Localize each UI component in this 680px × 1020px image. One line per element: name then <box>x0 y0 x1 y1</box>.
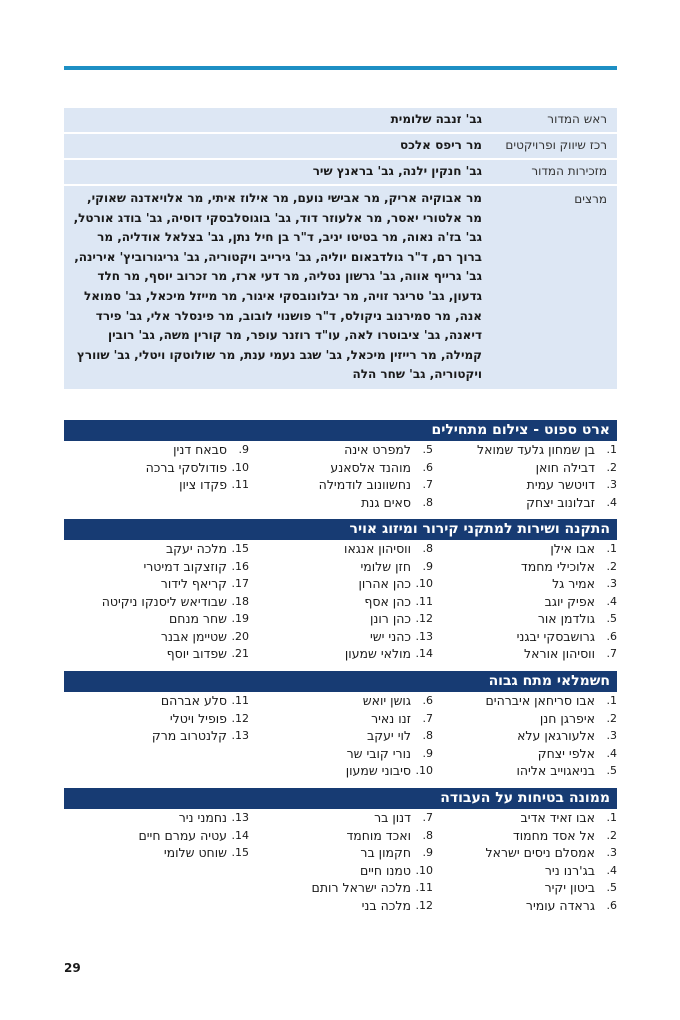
item-name: ווסיהון אנגאו <box>344 541 411 557</box>
staff-table <box>64 108 617 391</box>
list-item <box>65 459 249 477</box>
item-number: 9. <box>422 746 433 760</box>
item-name: מלכה יעקב <box>165 541 227 557</box>
item-name: גושן יואש <box>362 693 411 709</box>
name-column <box>249 809 433 914</box>
item-number: 5. <box>606 764 617 778</box>
item-number: 10. <box>415 764 433 778</box>
item-name: אבו סריחאן איברהים <box>485 693 595 709</box>
item-name: דבילה חואן <box>535 459 595 475</box>
item-number: 14. <box>231 828 249 842</box>
list-item <box>249 727 433 745</box>
item-number: 3. <box>606 577 617 591</box>
list-item <box>65 809 249 827</box>
list-item <box>433 610 617 628</box>
item-name: גולדמן אור <box>537 611 595 627</box>
section-title: ממונה בטיחות על העבודה <box>64 788 617 809</box>
list-item <box>249 827 433 845</box>
staff-row-marketing <box>64 134 617 160</box>
list-item <box>65 710 249 728</box>
item-name: נורי קובי שר <box>346 745 411 761</box>
name-column <box>433 540 617 663</box>
item-number: 5. <box>606 612 617 626</box>
list-item <box>249 879 433 897</box>
item-number: 1. <box>606 443 617 457</box>
item-name: שפדוב יוסף <box>166 646 227 662</box>
item-name: דויטשר עמית <box>526 477 595 493</box>
item-name: פודולסקי ברכה <box>145 459 227 475</box>
item-name: ווסיהון אוראל <box>524 646 595 662</box>
top-accent-rule <box>64 66 617 70</box>
name-column <box>249 692 433 780</box>
list-item <box>65 827 249 845</box>
item-name: אמיר גל <box>552 576 595 592</box>
item-name: אל אסד מחמוד <box>512 827 595 843</box>
item-number: 5. <box>606 881 617 895</box>
item-number: 3. <box>606 478 617 492</box>
name-columns <box>64 809 617 914</box>
item-name: פקדו ציון <box>179 477 227 493</box>
item-number: 21. <box>231 647 249 661</box>
list-item <box>65 844 249 862</box>
list-item <box>433 879 617 897</box>
list-item <box>433 628 617 646</box>
item-number: 11. <box>415 594 433 608</box>
item-name: מלכה בני <box>361 897 411 913</box>
item-name: בן שמחון גלעד שמואל <box>477 442 595 458</box>
list-item <box>433 745 617 763</box>
item-number: 4. <box>606 863 617 877</box>
section-title: ארט ספוט - צילום מתחילים <box>64 420 617 441</box>
list-item <box>249 441 433 459</box>
staff-role: רכז שיווק ופרויקטים <box>505 138 607 152</box>
item-name: כהני ישי <box>370 628 411 644</box>
item-number: 1. <box>606 811 617 825</box>
staff-row-head <box>64 108 617 134</box>
item-number: 8. <box>422 542 433 556</box>
item-number: 14. <box>415 647 433 661</box>
item-number: 9. <box>422 846 433 860</box>
item-name: גראדה עומיר <box>525 897 595 913</box>
list-item <box>433 645 617 663</box>
item-name: טמנו חיים <box>359 862 411 878</box>
name-column <box>65 809 249 914</box>
item-number: 6. <box>422 460 433 474</box>
list-item <box>433 459 617 477</box>
item-number: 11. <box>231 478 249 492</box>
item-number: 12. <box>415 612 433 626</box>
item-name: למפרט אינה <box>344 442 411 458</box>
list-item <box>249 844 433 862</box>
list-item <box>249 593 433 611</box>
item-name: כהן אהרון <box>358 576 411 592</box>
item-name: זנו נאיר <box>371 710 411 726</box>
section-title: חשמלאי מתח גבוה <box>64 671 617 692</box>
list-item <box>249 476 433 494</box>
item-number: 17. <box>231 577 249 591</box>
item-name: חזן שלומי <box>360 558 411 574</box>
item-name: שחר מנחם <box>168 611 227 627</box>
list-item <box>65 476 249 494</box>
list-item <box>249 610 433 628</box>
list-item <box>65 692 249 710</box>
item-number: 13. <box>415 629 433 643</box>
name-columns <box>64 441 617 511</box>
item-name: סלע אברהם <box>160 693 227 709</box>
staff-role: ראש המדור <box>547 112 607 126</box>
list-item <box>249 745 433 763</box>
list-item <box>433 593 617 611</box>
item-number: 4. <box>606 594 617 608</box>
item-number: 12. <box>231 711 249 725</box>
list-item <box>65 575 249 593</box>
staff-names: מר ריפס אלכס <box>399 138 482 152</box>
item-number: 11. <box>231 694 249 708</box>
staff-names: מר אבוקיה אריק, מר אבישי נועם, מר אילוז איתי, מר אלויאדנה שאוקי, מר אלטורי יאסר, מר אלעוזר דוד, גב' בוגוסלבסקי דוסיה, גב' בודג אורטל, גב' בז'ה נאוה, מר בטיטו יניב, ד"ר בן חיל נתן, גב' בצלאל אודליה, מר ברוך רם, ד"ר גולדבאום יוליה, גב' גירייב ויקטוריה, גב' גריגורוביץ' אירינה, גב' גרייף אווה, גב' גרשון נטליה, מר דעי ארז, מר זכרוב יוסף, מר חלד גדעון, גב' טריגר זויה, מר יבלונובסקי איגור, מר מייזל מיכאל, גב' סמואל אנה, מר סמירנוב ניקולס, ד"ר פושנוי לובוב, מר פינסלר אלי, גב' פירד דיאנה, גב' ציבוטרו לאה, עו"ד רוזנר עופר, מר קורין משה, גב' רובין קמילה, מר רייזין מיכאל, גב' שגב נעמי ענת, מר שולוטקו ויטלי, גב' שוורץ ויקטוריה, גב' שחר הלה <box>73 191 482 382</box>
item-number: 2. <box>606 460 617 474</box>
item-name: קוזצקוב דמיטרי <box>143 558 227 574</box>
name-columns <box>64 692 617 780</box>
list-item <box>65 628 249 646</box>
item-name: עטיה עמרם חיים <box>138 827 227 843</box>
list-item <box>249 459 433 477</box>
item-number: 7. <box>422 478 433 492</box>
list-item <box>249 710 433 728</box>
list-item <box>249 692 433 710</box>
item-number: 1. <box>606 694 617 708</box>
name-column <box>65 692 249 780</box>
list-item <box>249 762 433 780</box>
item-name: כהן רונן <box>369 611 411 627</box>
list-item <box>433 827 617 845</box>
list-item <box>65 540 249 558</box>
item-number: 6. <box>606 898 617 912</box>
item-number: 15. <box>231 542 249 556</box>
item-name: שוחט שלומי <box>163 845 227 861</box>
item-name: פופיל ויטלי <box>169 710 227 726</box>
name-column <box>433 809 617 914</box>
staff-names: גב' חנקין ילנה, גב' בראנץ שיר <box>312 164 482 178</box>
list-item <box>433 710 617 728</box>
item-name: ביטון יקיר <box>544 880 595 896</box>
list-item <box>433 897 617 915</box>
item-name: כהן אסף <box>364 593 411 609</box>
item-name: מולאי שמעון <box>344 646 411 662</box>
item-number: 13. <box>231 811 249 825</box>
item-name: אלפי יצחק <box>537 745 595 761</box>
section-safety-officer <box>64 788 617 914</box>
list-item <box>249 809 433 827</box>
item-name: אבו זאיד אדיב <box>520 810 595 826</box>
item-number: 11. <box>415 881 433 895</box>
item-name: זבלונוב יצחק <box>526 494 595 510</box>
item-name: נחשוונוב לודמילה <box>318 477 411 493</box>
item-number: 4. <box>606 495 617 509</box>
list-item <box>433 494 617 512</box>
list-item <box>65 645 249 663</box>
item-number: 8. <box>422 495 433 509</box>
item-number: 7. <box>422 711 433 725</box>
item-name: חקמון בר <box>360 845 411 861</box>
list-item <box>433 762 617 780</box>
page-number: 29 <box>64 961 81 975</box>
section-title: התקנה ושירות למתקני קירור ומיזוג אויר <box>64 519 617 540</box>
name-columns <box>64 540 617 663</box>
list-item <box>433 575 617 593</box>
item-name: סבאח דנין <box>173 442 227 458</box>
list-item <box>249 575 433 593</box>
item-number: 12. <box>415 898 433 912</box>
item-name: שטיימן אבנר <box>160 628 227 644</box>
item-number: 9. <box>422 559 433 573</box>
item-number: 7. <box>422 811 433 825</box>
item-number: 13. <box>231 729 249 743</box>
item-name: אבו אילן <box>550 541 595 557</box>
item-number: 4. <box>606 746 617 760</box>
list-item <box>65 610 249 628</box>
item-number: 20. <box>231 629 249 643</box>
item-number: 5. <box>422 443 433 457</box>
staff-names: גב' זנבה שלומית <box>390 112 482 126</box>
staff-role: מזכירות המדור <box>531 164 607 178</box>
list-item <box>65 558 249 576</box>
item-number: 19. <box>231 612 249 626</box>
item-number: 2. <box>606 559 617 573</box>
item-number: 2. <box>606 828 617 842</box>
item-name: אלוכילי מחמד <box>520 558 595 574</box>
section-high-voltage <box>64 671 617 780</box>
item-number: 8. <box>422 729 433 743</box>
item-number: 3. <box>606 729 617 743</box>
staff-row-secretaries <box>64 160 617 186</box>
item-name: אלעורגאן עלא <box>517 728 595 744</box>
item-name: מוהנד אלסאנע <box>330 459 411 475</box>
list-item <box>433 809 617 827</box>
item-number: 8. <box>422 828 433 842</box>
item-number: 16. <box>231 559 249 573</box>
list-item <box>433 692 617 710</box>
list-item <box>433 844 617 862</box>
name-column <box>433 692 617 780</box>
item-name: בג'רנו ניר <box>544 862 595 878</box>
list-item <box>249 540 433 558</box>
item-number: 9. <box>238 443 249 457</box>
item-name: אפיק יוגב <box>544 593 595 609</box>
list-item <box>433 540 617 558</box>
item-number: 7. <box>606 647 617 661</box>
name-column <box>249 441 433 511</box>
staff-role: מרצים <box>574 192 607 206</box>
item-name: סיבוני שמעון <box>345 763 411 779</box>
name-column <box>65 540 249 663</box>
staff-row-lecturers <box>64 186 617 391</box>
item-name: גרושבסקי יבגני <box>516 628 595 644</box>
item-name: איפרגן חנן <box>539 710 595 726</box>
item-name: אמסלם ניסים ישראל <box>485 845 595 861</box>
item-name: קלנטרוב מרק <box>151 728 227 744</box>
item-name: דנון בר <box>374 810 411 826</box>
item-number: 10. <box>415 577 433 591</box>
section-hvac <box>64 519 617 663</box>
list-item <box>65 727 249 745</box>
name-column <box>433 441 617 511</box>
name-column <box>249 540 433 663</box>
list-item <box>433 558 617 576</box>
item-name: מלכה ישראל רותם <box>311 880 411 896</box>
list-item <box>249 558 433 576</box>
name-column <box>65 441 249 511</box>
item-number: 10. <box>231 460 249 474</box>
item-number: 1. <box>606 542 617 556</box>
item-name: בניאגוייב אליהו <box>516 763 595 779</box>
item-number: 6. <box>422 694 433 708</box>
list-item <box>433 862 617 880</box>
list-item <box>433 441 617 459</box>
item-number: 3. <box>606 846 617 860</box>
list-item <box>65 593 249 611</box>
list-item <box>65 441 249 459</box>
list-item <box>249 628 433 646</box>
section-art-spot <box>64 420 617 511</box>
item-number: 15. <box>231 846 249 860</box>
item-name: ואכד מוחמד <box>346 827 411 843</box>
item-name: קריאף לידור <box>160 576 227 592</box>
item-number: 10. <box>415 863 433 877</box>
list-item <box>433 476 617 494</box>
item-name: שבודיאש ליסנקו ניקיטה <box>101 593 227 609</box>
list-item <box>249 494 433 512</box>
item-number: 18. <box>231 594 249 608</box>
list-item <box>433 727 617 745</box>
list-item <box>249 645 433 663</box>
item-name: נחמני ניר <box>178 810 227 826</box>
list-item <box>249 897 433 915</box>
list-item <box>249 862 433 880</box>
item-name: סאים גנת <box>361 494 411 510</box>
item-name: לוי יעקב <box>367 728 411 744</box>
item-number: 2. <box>606 711 617 725</box>
item-number: 6. <box>606 629 617 643</box>
